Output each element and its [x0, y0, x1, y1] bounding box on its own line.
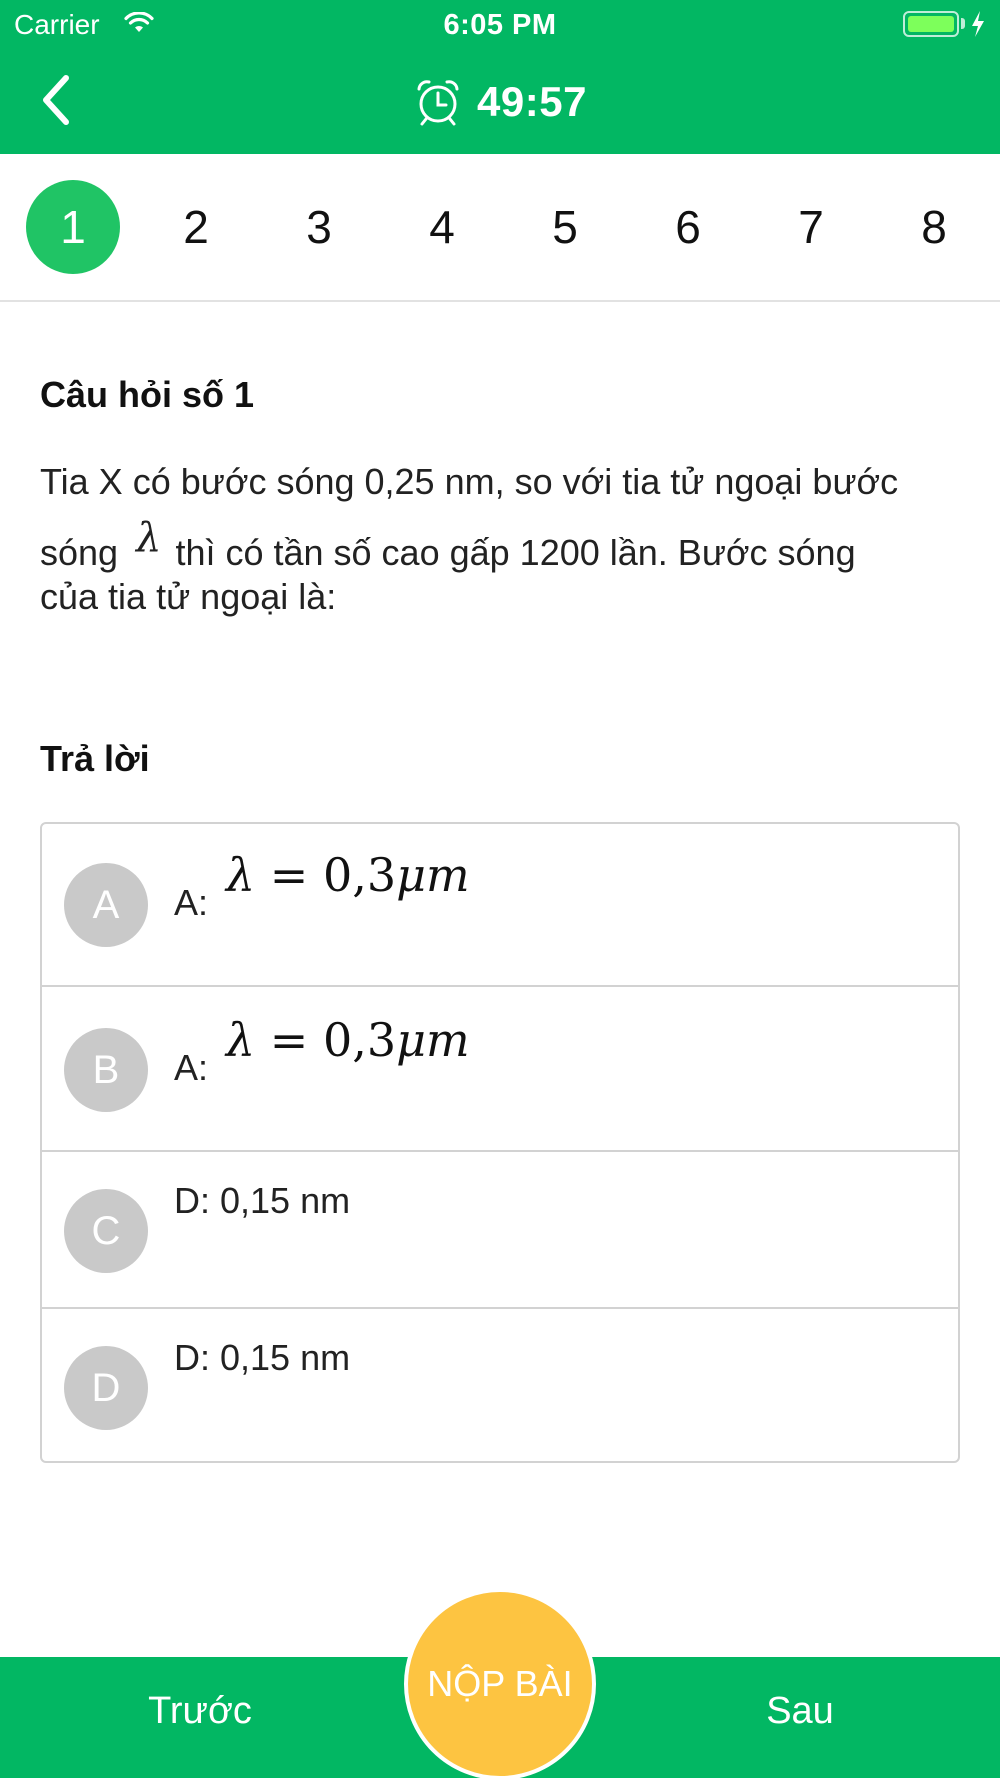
question-number-strip: [0, 154, 1000, 302]
option-badge-a: A: [64, 863, 148, 947]
question-text: [40, 454, 960, 625]
answer-option-d[interactable]: [42, 1309, 958, 1461]
formula-unit: μm: [396, 848, 470, 902]
alarm-clock-icon: [413, 77, 463, 127]
option-label-c: D: 0,15 nm: [174, 1180, 351, 1221]
question-number-1[interactable]: 1: [26, 180, 120, 274]
formula-unit: μm: [396, 1013, 470, 1067]
question-text-line-1: Tia X có bước sóng 0,25 nm, so với tia tử ngoại bước: [40, 461, 899, 502]
previous-button[interactable]: Trước: [148, 1690, 252, 1732]
lambda-symbol: λ: [136, 515, 162, 561]
carrier-label: Carrier: [14, 9, 100, 40]
option-formula-b: [226, 1013, 470, 1067]
option-badge-d: D: [64, 1346, 148, 1430]
answer-option-a[interactable]: [42, 824, 958, 987]
formula-symbol: λ: [226, 1013, 256, 1067]
bolt-icon: [970, 10, 986, 43]
option-label-a: A:: [174, 882, 209, 923]
question-number-6[interactable]: 6: [675, 201, 701, 253]
question-text-sóng: sóng: [40, 532, 119, 573]
option-badge-b: B: [64, 1028, 148, 1112]
answer-option-c[interactable]: [42, 1152, 958, 1309]
option-badge-c: C: [64, 1189, 148, 1273]
submit-label: NỘP BÀI: [427, 1663, 573, 1704]
status-time: 6:05 PM: [443, 9, 557, 41]
option-formula-a: [226, 848, 470, 902]
question-number-5[interactable]: 5: [552, 201, 578, 253]
top-bar: [0, 0, 1000, 154]
status-bar: [0, 0, 1000, 50]
timer-value: 49:57: [477, 78, 587, 125]
battery-icon: [903, 11, 959, 37]
answer-options: [40, 822, 960, 1463]
answer-section-title: Trả lời: [40, 738, 150, 779]
question-text-rest: thì có tần số cao gấp 1200 lần. Bước sóng: [175, 532, 856, 573]
question-number-2[interactable]: 2: [183, 201, 209, 253]
countdown-timer: [0, 72, 1000, 132]
question-number-3[interactable]: 3: [306, 201, 332, 253]
formula-value: = 0,3: [255, 848, 397, 902]
question-text-line-3: của tia tử ngoại là:: [40, 576, 337, 617]
battery-cap: [961, 18, 965, 29]
formula-symbol: λ: [226, 848, 256, 902]
answer-option-b[interactable]: [42, 987, 958, 1152]
formula-value: = 0,3: [255, 1013, 397, 1067]
question-number-8[interactable]: 8: [921, 201, 947, 253]
question-title: Câu hỏi số 1: [40, 374, 255, 415]
option-label-b: A:: [174, 1047, 209, 1088]
submit-button[interactable]: [404, 1588, 596, 1778]
next-button[interactable]: Sau: [766, 1690, 834, 1732]
question-number-7[interactable]: 7: [798, 201, 824, 253]
question-number-4[interactable]: 4: [429, 201, 455, 253]
option-label-d: D: 0,15 nm: [174, 1337, 351, 1378]
